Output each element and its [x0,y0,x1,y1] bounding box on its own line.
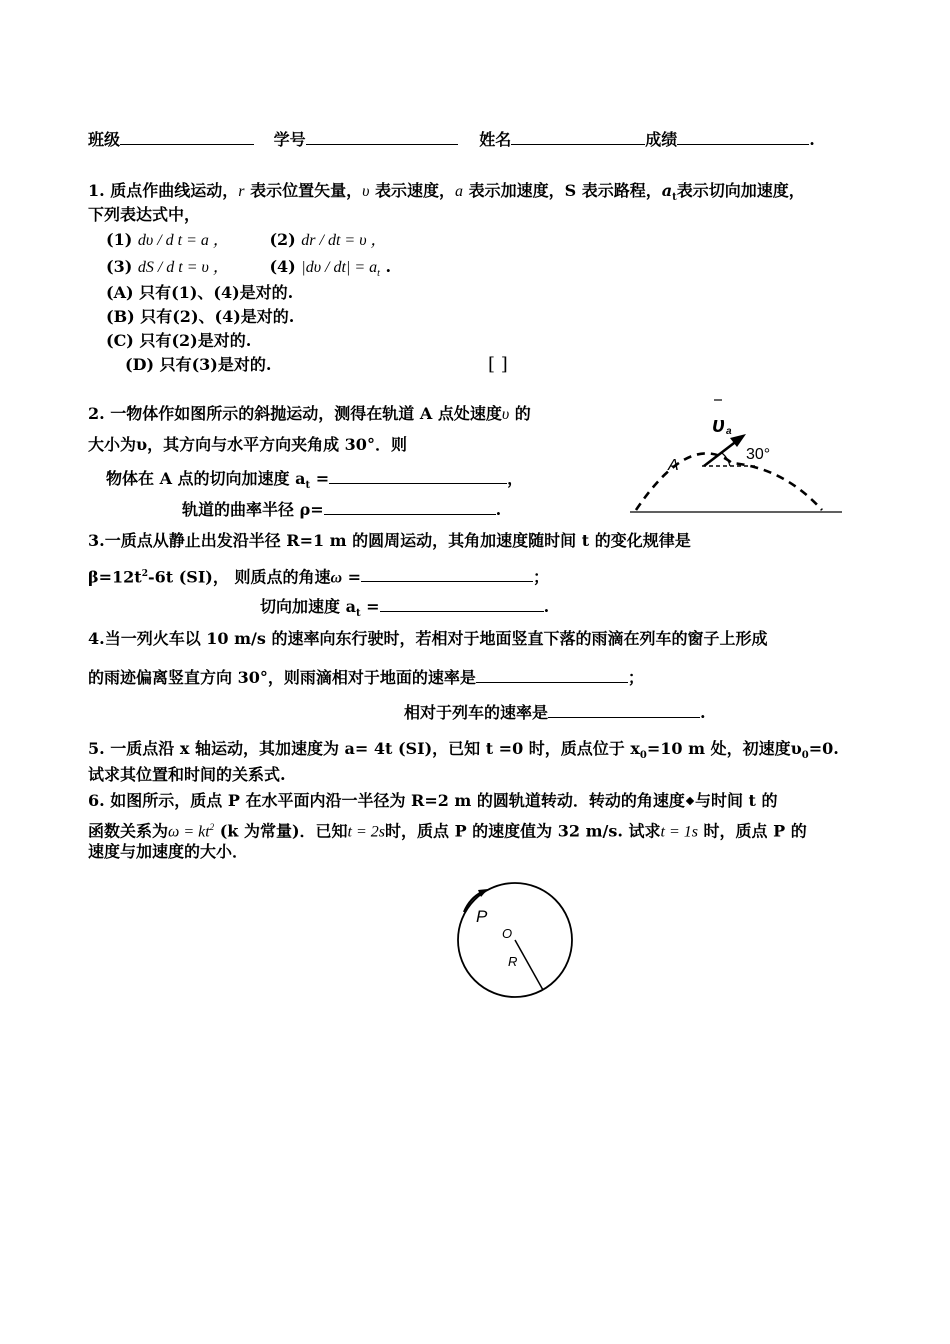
q6-line1 [88,790,777,812]
q1-stem-d: 表示加速度，S 表示路程， [463,181,662,200]
q5-line1-c: =0. [808,739,839,758]
q2-line1-end: 的 [509,404,531,423]
student-id-label: 学号 [273,130,306,149]
q6-line1-b: 与时间 t 的 [694,791,778,810]
q4-line2-text: 的雨迹偏离竖直方向 30°，则雨滴相对于地面的速率是 [88,668,476,687]
class-label: 班级 [88,130,121,149]
q2-line2: 大小为υ，其方向与水平方向夹角成 30°．则 [88,435,407,454]
q4-line1: 4.当一列火车以 10 m/s 的速率向东行驶时，若相对于地面竖直下落的雨滴在列车的窗子上形成 [88,629,768,648]
q2-line3-a: 物体在 A 点的切向加速度 a [106,469,306,488]
q4-line3 [404,701,706,724]
q1-expr2: dr / dt = υ ， [301,232,387,249]
q6-circle-figure [448,878,584,1004]
fig-point-p-label: P [476,907,488,926]
fig-center-o-label: O [502,926,513,941]
q3-line2 [88,563,549,589]
q2-line1 [88,403,531,426]
q1-expr-row1 [106,229,387,252]
q2-line4-text: 轨道的曲率半径 ρ= [182,500,324,519]
q3-line3-a: 切向加速度 a [260,597,356,616]
score-field[interactable] [677,128,809,145]
q1-r: r [238,183,245,200]
q1-expr4: |dυ / dt| = a [301,259,378,276]
q3-line3-sub: t [355,608,361,620]
q5-sub1: 0 [801,750,809,762]
q3-line3 [260,595,549,625]
q1-option-b[interactable]: (B) 只有(2)、(4)是对的. [106,307,295,326]
fig-radius-r-label: R [508,954,518,969]
q1-stem-a: 1. 质点作曲线运动， [88,181,239,200]
q2-line3 [106,467,523,497]
omega-dot-icon [686,796,694,804]
q5-sub0: 0 [639,750,647,762]
q1-v: υ [362,183,370,200]
q1-stem2: 下列表达式中， [88,205,201,224]
q1-expr4-label: (4) [269,257,296,276]
q1-expr3: dS / d t = υ ， [137,259,229,276]
fig-velocity-sub: a [726,426,732,437]
q3-line1: 3.一质点从静止出发沿半径 R=1 m 的圆周运动，其角加速度随时间 t 的变化规律是 [88,531,691,550]
fig-angle-label: 30° [746,446,771,463]
q1-a: a [455,183,464,200]
radius-line [515,940,543,990]
student-id-field[interactable] [306,128,458,145]
q6-line2 [88,816,807,843]
q2-line3-sub: t [305,480,311,492]
q1-expr1: dυ / d t = a ， [137,232,229,249]
q1-answer-bracket[interactable]: [ ] [488,354,508,375]
q5-line2: 试求其位置和时间的关系式. [88,765,286,784]
q2-line3-b: = [310,469,330,488]
q1-expr3-label: (3) [106,257,133,276]
q6-line1-a: 6. 如图所示，质点 P 在水平面内沿一半径为 R=2 m 的圆轨道转动．转动的角速度 [88,791,685,810]
q4-line2 [88,666,644,689]
q6-line3: 速度与加速度的大小． [88,842,249,861]
q6-t-condition: t = 2s [347,823,385,841]
q3-omega: ω [330,569,343,587]
fig-velocity-label: υ [712,412,726,437]
header-end: . [809,130,815,149]
q6-line2-b: (k 为常量)．已知 [214,821,348,841]
q3-tangential-accel-field[interactable] [380,595,544,612]
q2-projectile-figure [622,392,850,520]
header-row [88,128,815,151]
q6-line2-a: 函数关系为 [88,821,169,841]
q1-at-sub: t [672,192,677,204]
q6-formula: ω = kt [168,823,210,841]
q1-expr4-end: . [379,257,392,276]
q1-at: a [661,181,673,200]
q6-line2-d: 时，质点 P 的 [697,821,807,841]
q2-v: υ [501,406,510,423]
q6-formula-sup: 2 [209,822,215,832]
q1-expr1-label: (1) [106,230,133,249]
fig-point-a-label: A [668,457,679,474]
q2-line3-end: ， [507,469,524,488]
q5-line1-b: =10 m 处，初速度υ [646,739,802,758]
q1-stem-e: 表示切向加速度， [676,181,805,200]
q3-line3-b: = [360,597,380,616]
q3-line2-c: = [342,567,362,587]
velocity-arrow-shaft [704,440,738,466]
q2-curvature-radius-field[interactable] [324,498,496,515]
q1-expr4-sub: t [377,268,380,280]
q1-expr2-label: (2) [269,230,296,249]
q6-line2-c: 时，质点 P 的速度值为 32 m/s. 试求 [385,821,661,841]
q3-line3-end: . [543,597,550,616]
q1-stem-b: 表示位置矢量， [244,181,363,200]
q2-line4 [182,498,501,521]
q3-line2-a: β=12t [88,567,142,587]
score-label: 成绩 [645,130,678,149]
q2-line4-end: . [495,500,502,519]
q3-line2-sup: 2 [141,569,148,579]
name-label: 姓名 [479,130,512,149]
q3-line2-end: ； [533,567,550,587]
q1-stem-c: 表示速度， [369,181,456,200]
q2-tangential-accel-field[interactable] [329,467,507,484]
q5-line1-a: 5. 一质点沿 x 轴运动，其加速度为 a= 4t (SI)，已知 t =0 时，质点位于 x [88,739,640,758]
q4-line2-end: ； [627,668,644,687]
q4-line3-end: . [700,703,706,722]
q1-option-d[interactable]: (D) 只有(3)是对的. [125,355,272,374]
q1-expr-row2 [106,256,391,285]
q1-option-a[interactable]: (A) 只有(1)、(4)是对的. [106,283,294,302]
name-field[interactable] [511,128,645,145]
q3-line2-b: -6t (SI)， 则质点的角速 [147,567,331,587]
q4-ground-speed-field[interactable] [476,666,628,683]
class-field[interactable] [120,128,254,145]
q6-t-target: t = 1s [660,823,698,841]
q4-line3-text: 相对于列车的速率是 [404,703,549,722]
q5-line1 [88,738,839,767]
q1-option-c[interactable]: (C) 只有(2)是对的. [106,331,252,350]
q2-line1-text: 2. 一物体作如图所示的斜抛运动，测得在轨道 A 点处速度 [88,404,502,423]
q4-train-speed-field[interactable] [548,701,700,718]
q3-angular-velocity-field[interactable] [361,565,533,582]
